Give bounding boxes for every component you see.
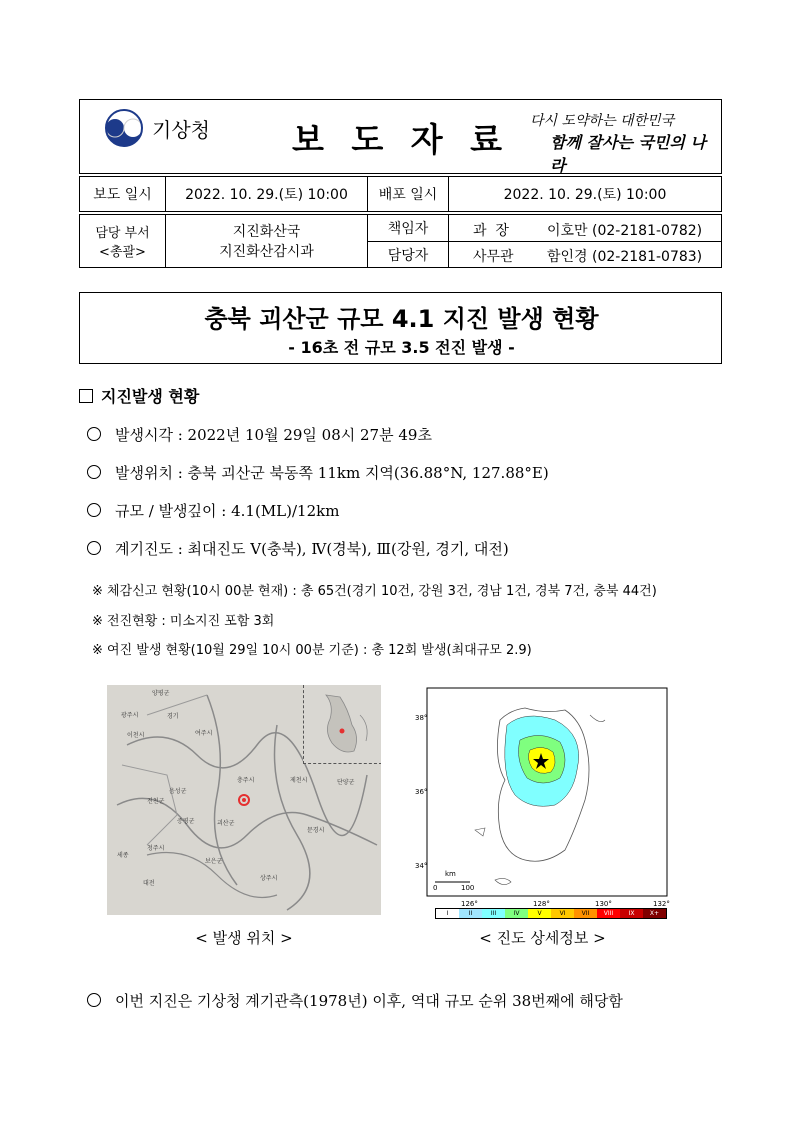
svg-text:상주시: 상주시 — [260, 875, 278, 882]
circle-bullet-icon — [87, 427, 101, 441]
item-text: 발생위치 : 충북 괴산군 북동쪽 11km 지역(36.88°N, 127.88°E) — [115, 464, 549, 482]
title-box — [79, 292, 722, 364]
inset-map-graphic — [304, 685, 381, 763]
scale-unit: km — [445, 870, 456, 878]
svg-text:문경시: 문경시 — [307, 827, 325, 834]
dept-value-line-1: 지진화산국 — [232, 224, 301, 240]
location-map-caption: < 발생 위치 > — [195, 929, 293, 947]
item-magnitude-depth — [87, 500, 339, 521]
dist-date-value: 2022. 10. 29.(토) 10:00 — [448, 176, 722, 212]
svg-text:단양군: 단양군 — [337, 779, 355, 786]
svg-text:여주시: 여주시 — [195, 730, 213, 737]
contact-role: 사무관 — [473, 249, 514, 265]
map-label-gyeonggi: 경기 — [167, 713, 179, 720]
item-text: 이번 지진은 기상청 계기관측(1978년) 이후, 역대 규모 순위 38번째에 해당함 — [115, 992, 623, 1010]
agency-logo — [104, 108, 144, 148]
circle-bullet-icon — [87, 993, 101, 1007]
svg-text:광주시: 광주시 — [121, 712, 139, 719]
dept-label-line-2: <총괄> — [99, 245, 146, 260]
resp-name: 이호만 (02-2181-0782) — [547, 223, 703, 239]
intensity-map-graphic — [415, 680, 670, 920]
svg-text:이천시: 이천시 — [127, 732, 145, 739]
checkbox-square-icon — [79, 389, 93, 403]
item-location — [87, 462, 549, 483]
main-title: 충북 괴산군 규모 4.1 지진 발생 현황 — [204, 305, 599, 333]
note-aftershock: ※ 여진 발생 현황(10월 29일 10시 00분 기준) : 총 12회 발생(최대규모 2.9) — [92, 643, 532, 658]
intensity-swatch-II: II — [459, 909, 482, 918]
lat-tick-36: 36° — [415, 788, 428, 796]
lon-tick-128: 128° — [533, 900, 550, 908]
intensity-swatch-VII: VII — [574, 909, 597, 918]
svg-text:대전: 대전 — [143, 880, 155, 887]
svg-text:음성군: 음성군 — [169, 788, 187, 795]
contact-value — [448, 241, 722, 268]
dept-value-line-2: 지진화산감시과 — [219, 244, 314, 260]
svg-text:청주시: 청주시 — [147, 845, 165, 852]
intensity-map-caption: < 진도 상세정보 > — [479, 929, 606, 947]
dept-value — [165, 214, 368, 268]
lat-tick-38: 38° — [415, 714, 428, 722]
slogan-line-1: 다시 도약하는 대한민국 — [530, 113, 675, 129]
doc-type-title: 보 도 자 료 — [292, 120, 510, 159]
item-intensity — [87, 538, 509, 559]
svg-text:세종: 세종 — [117, 852, 129, 859]
intensity-swatch-X+: X+ — [643, 909, 666, 918]
note-felt-reports: ※ 체감신고 현황(10시 00분 현재) : 총 65건(경기 10건, 강원 3건, 경남 1건, 경북 7건, 충북 44건) — [92, 584, 657, 599]
resp-label: 책임자 — [367, 214, 449, 242]
contact-label: 담당자 — [367, 241, 449, 268]
resp-value — [448, 214, 722, 242]
info-table — [79, 176, 722, 268]
intensity-swatch-VIII: VIII — [597, 909, 620, 918]
lon-tick-126: 126° — [461, 900, 478, 908]
lon-tick-130: 130° — [595, 900, 612, 908]
svg-text:제천시: 제천시 — [290, 777, 308, 784]
report-date-value: 2022. 10. 29.(토) 10:00 — [165, 176, 368, 212]
dept-label — [79, 214, 166, 268]
section-heading-text: 지진발생 현황 — [101, 387, 200, 406]
korea-inset-map — [303, 685, 381, 764]
item-ranking — [87, 990, 623, 1011]
svg-text:충주시: 충주시 — [237, 777, 255, 784]
agency-name: 기상청 — [152, 118, 210, 142]
header-box — [79, 99, 722, 174]
location-map — [107, 685, 381, 915]
note-foreshock: ※ 전진현황 : 미소지진 포함 3회 — [92, 614, 275, 629]
item-text: 규모 / 발생깊이 : 4.1(ML)/12km — [115, 502, 340, 520]
report-date-label: 보도 일시 — [79, 176, 166, 212]
intensity-swatch-V: V — [528, 909, 551, 918]
intensity-swatch-IX: IX — [620, 909, 643, 918]
intensity-swatch-VI: VI — [551, 909, 574, 918]
section-heading — [79, 384, 199, 407]
circle-bullet-icon — [87, 541, 101, 555]
intensity-swatch-III: III — [482, 909, 505, 918]
dept-label-line-1: 담당 부서 — [95, 226, 150, 241]
svg-text:증평군: 증평군 — [177, 818, 195, 825]
subtitle: - 16초 전 규모 3.5 전진 발생 - — [288, 338, 515, 357]
intensity-swatch-IV: IV — [505, 909, 528, 918]
slogan — [520, 110, 715, 176]
circle-bullet-icon — [87, 465, 101, 479]
circle-bullet-icon — [87, 503, 101, 517]
svg-text:양평군: 양평군 — [152, 690, 170, 697]
intensity-map — [415, 680, 670, 920]
lat-tick-34: 34° — [415, 862, 428, 870]
scale-tick-0: 0 — [433, 884, 438, 892]
resp-role: 과 장 — [473, 223, 509, 239]
lon-tick-132: 132° — [653, 900, 670, 908]
intensity-swatch-I: I — [436, 909, 459, 918]
slogan-line-2: 함께 잘사는 국민의 나라 — [550, 133, 706, 175]
contact-name: 함인경 (02-2181-0783) — [547, 249, 703, 265]
dist-date-label: 배포 일시 — [367, 176, 449, 212]
intensity-scale-bar — [435, 908, 667, 919]
item-text: 발생시각 : 2022년 10월 29일 08시 27분 49초 — [115, 426, 432, 444]
svg-text:진천군: 진천군 — [147, 798, 165, 805]
svg-text:보은군: 보은군 — [205, 858, 223, 865]
scale-tick-100: 100 — [461, 884, 475, 892]
item-text: 계기진도 : 최대진도 Ⅴ(충북), Ⅳ(경북), Ⅲ(강원, 경기, 대전) — [115, 540, 509, 558]
taegeuk-logo-icon — [104, 108, 144, 148]
item-occurrence-time — [87, 424, 432, 445]
svg-text:괴산군: 괴산군 — [217, 820, 235, 827]
